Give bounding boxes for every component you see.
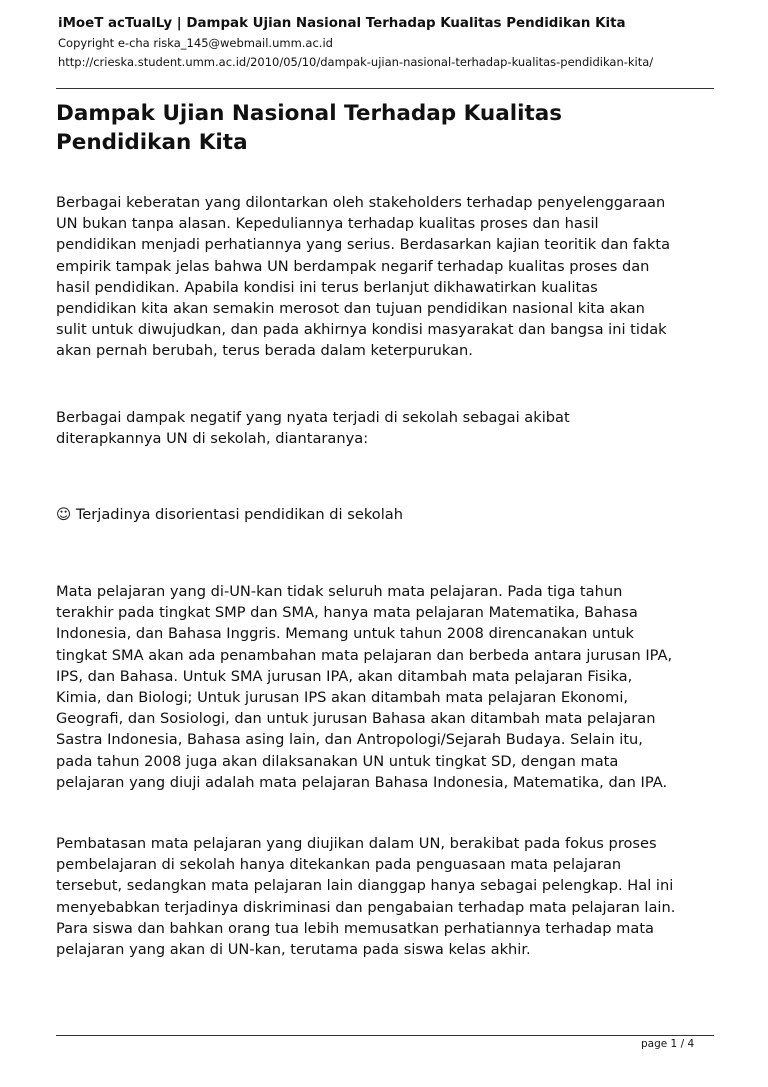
article-paragraph-3: Mata pelajaran yang di-UN-kan tidak seluruh mata pelajaran. Pada tiga tahun terakhir pada tingkat SMP dan SMA, hanya mata pelajaran Matematika, Bahasa Indonesia, dan Bahasa Inggris. Memang untuk tahun 2008 direncanakan untuk tingkat SMA akan ada penambahan mata pelajaran dan berbeda antara jurusan IPA, IPS, dan Bahasa. Untuk SMA jurusan IPA, akan ditambah mata pelajaran Fisika, Kimia, dan Biologi; Untuk jurusan IPS akan ditambah mata pelajaran Ekonomi, Geografi, dan Sosiologi, dan untuk jurusan Bahasa akan ditambah mata pelajaran Sastra Indonesia, Bahasa asing lain, dan Antropologi/Sejarah Budaya. Selain itu, pada tahun 2008 juga akan dilaksanakan UN untuk tingkat SD, dengan mata pelajaran yang diuji adalah mata pelajaran Bahasa Indonesia, Matematika, dan IPA.: [56, 583, 673, 791]
footer-divider: [56, 1035, 714, 1036]
document-header: [58, 14, 712, 72]
article-paragraph-4: Pembatasan mata pelajaran yang diujikan dalam UN, berakibat pada fokus proses pembelajaran di sekolah hanya ditekankan pada penguasaan mata pelajaran tersebut, sedangkan mata pelajaran lain dianggap hanya sebagai pelengkap. Hal ini menyebabkan terjadinya diskriminasi dan pengabaian terhadap mata pelajaran lain. Para siswa dan bahkan orang tua lebih memusatkan perhatiannya terhadap mata pelajaran yang akan di UN-kan, terutama pada siswa kelas akhir.: [56, 835, 676, 959]
header-divider: [56, 88, 714, 89]
header-url: http://crieska.student.umm.ac.id/2010/05/10/dampak-ujian-nasional-terhadap-kualitas-pendidikan-kita/: [58, 55, 654, 69]
article-title: Dampak Ujian Nasional Terhadap Kualitas Pendidikan Kita: [56, 101, 563, 155]
article-bullet-point: ☺ Terjadinya disorientasi pendidikan di sekolah: [56, 506, 403, 523]
article-paragraph-1: Berbagai keberatan yang dilontarkan oleh stakeholders terhadap penyelenggaraan UN bukan tanpa alasan. Kepeduliannya terhadap kualitas proses dan hasil pendidikan menjadi perhatiannya yang serius. Berdasarkan kajian teoritik dan fakta empirik tampak jelas bahwa UN berdampak negarif terhadap kualitas proses dan hasil pendidikan. Apabila kondisi ini terus berlanjut dikhawatirkan kualitas pendidikan kita akan semakin merosot dan tujuan pendidikan nasional kita akan sulit untuk diwujudkan, dan pada akhirnya kondisi masyarakat dan bangsa ini tidak akan pernah berubah, terus berada dalam keterpurukan.: [56, 194, 671, 360]
header-site-title: iMoeT acTualLy | Dampak Ujian Nasional Terhadap Kualitas Pendidikan Kita: [58, 16, 626, 31]
article-paragraph-2: Berbagai dampak negatif yang nyata terjadi di sekolah sebagai akibat diterapkannya UN di sekolah, diantaranya:: [56, 409, 570, 448]
header-copyright: Copyright e-cha riska_145@webmail.umm.ac.id: [58, 36, 333, 50]
page-number: page 1 / 4: [641, 1038, 695, 1050]
